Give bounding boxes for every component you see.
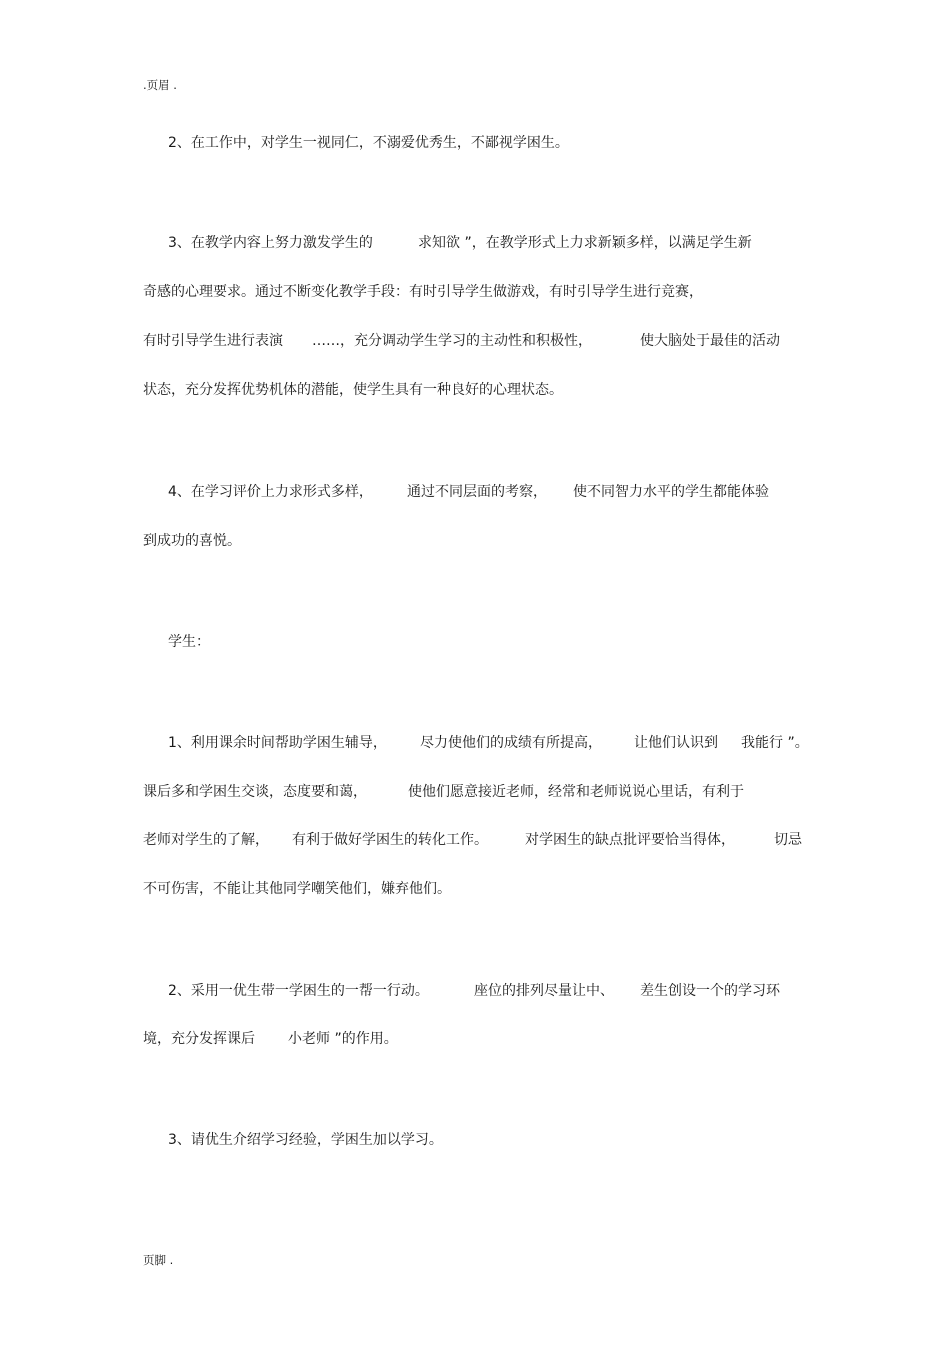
page-footer: 页脚 .	[143, 1253, 174, 1267]
text-segment: 2、采用一优生带一学困生的一帮一行动。	[168, 983, 429, 999]
text-segment: 使不同智力水平的学生都能体验	[573, 484, 769, 500]
paragraph-line: 3、请优生介绍学习经验，学困生加以学习。	[168, 1132, 443, 1148]
text-segment: 境，充分发挥课后	[143, 1031, 255, 1047]
paragraph-line: 不可伤害，不能让其他同学嘲笑他们，嫌弃他们。	[143, 881, 451, 897]
paragraph-line: 奇感的心理要求。通过不断变化教学手段：有时引导学生做游戏，有时引导学生进行竞赛，	[143, 284, 703, 300]
text-segment: 对学困生的缺点批评要恰当得体，	[525, 832, 735, 848]
text-segment: 使大脑处于最佳的活动	[640, 333, 780, 349]
text-segment: 让他们认识到	[634, 735, 718, 751]
text-segment: 通过不同层面的考察，	[407, 484, 547, 500]
text-segment: 4、在学习评价上力求形式多样，	[168, 484, 373, 500]
text-segment: 课后多和学困生交谈，态度要和蔼，	[143, 784, 367, 800]
text-segment: 1、利用课余时间帮助学困生辅导，	[168, 735, 387, 751]
text-segment: 尽力使他们的成绩有所提高，	[420, 735, 602, 751]
text-segment: 座位的排列尽量让中、	[474, 983, 614, 999]
text-segment: 老师对学生的了解，	[143, 832, 269, 848]
text-segment: 小老师 ”的作用。	[288, 1031, 398, 1047]
page-header: .页眉 .	[143, 78, 177, 92]
text-segment: ……，充分调动学生学习的主动性和积极性，	[312, 333, 592, 349]
text-segment: 有利于做好学困生的转化工作。	[292, 832, 488, 848]
text-segment: 有时引导学生进行表演	[143, 333, 283, 349]
text-segment: 差生创设一个的学习环	[640, 983, 780, 999]
text-segment: 求知欲 ”，在教学形式上力求新颖多样，以满足学生新	[418, 235, 752, 251]
paragraph-line: 2、在工作中，对学生一视同仁，不溺爱优秀生，不鄙视学困生。	[168, 135, 569, 151]
text-segment: 使他们愿意接近老师，经常和老师说说心里话，有利于	[408, 784, 744, 800]
paragraph-line: 到成功的喜悦。	[143, 533, 241, 549]
section-heading: 学生：	[168, 634, 210, 650]
text-segment: 3、在教学内容上努力激发学生的	[168, 235, 373, 251]
text-segment: 切忌	[774, 832, 802, 848]
paragraph-line: 状态，充分发挥优势机体的潜能，使学生具有一种良好的心理状态。	[143, 382, 563, 398]
text-segment: 我能行 ”。	[741, 735, 809, 751]
